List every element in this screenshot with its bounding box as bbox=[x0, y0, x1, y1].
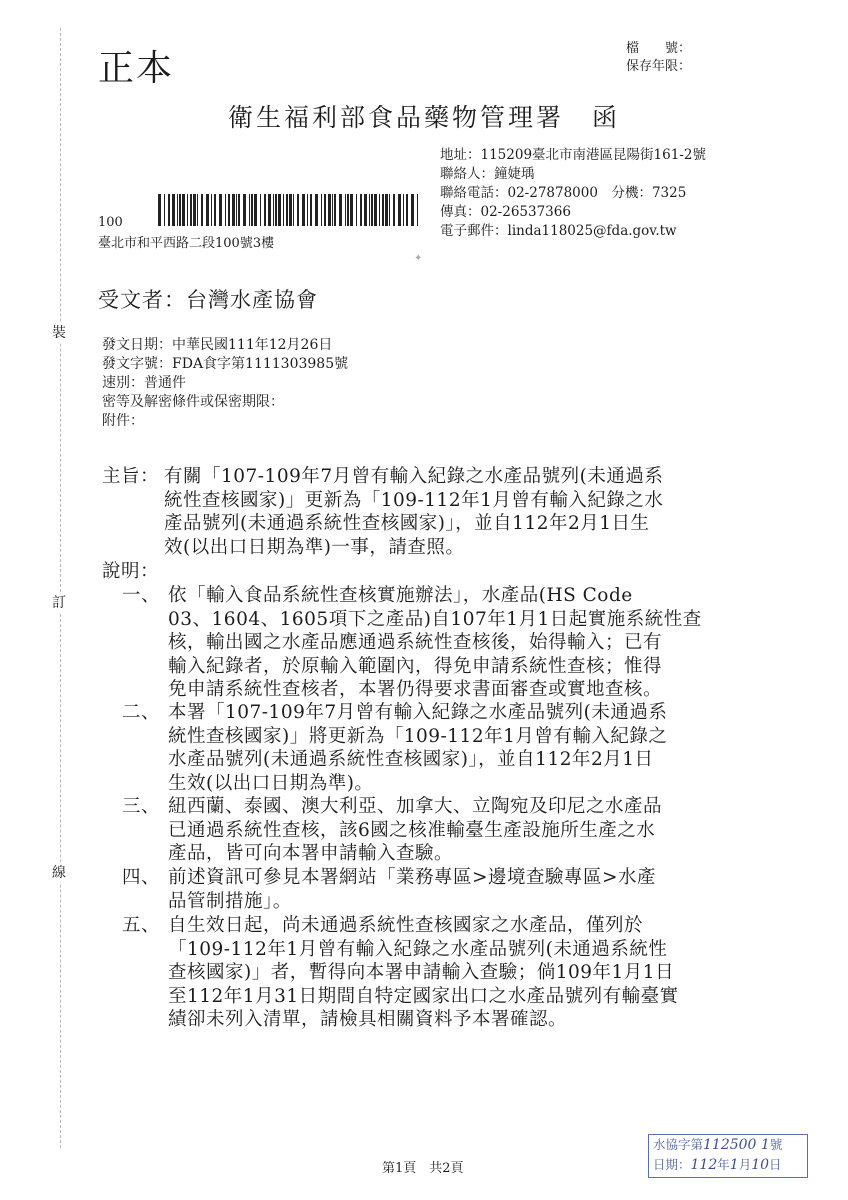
barcode-bar bbox=[302, 194, 305, 226]
contact-fax: 傳真：02-26537366 bbox=[440, 204, 571, 220]
barcode-bar bbox=[260, 194, 261, 226]
barcode-bar bbox=[182, 194, 185, 226]
barcode-bar bbox=[369, 194, 370, 226]
barcode-bar bbox=[193, 194, 196, 226]
postal-code: 100 bbox=[98, 215, 123, 230]
receipt-month: 1 bbox=[729, 1157, 739, 1173]
barcode-bar bbox=[417, 194, 418, 226]
retention-label: 保存年限： bbox=[626, 59, 692, 74]
item-line: 水產品號列(未通過系統性查核國家)」，並自112年2月1日 bbox=[168, 749, 654, 770]
subject-line: 有關「107-109年7月曾有輸入紀錄之水產品號列(未通過系 bbox=[164, 466, 664, 487]
barcode-bar bbox=[345, 194, 346, 226]
barcode-bar bbox=[275, 194, 277, 226]
item-line: 品管制措施」。 bbox=[168, 890, 292, 912]
receipt-day-unit: 日 bbox=[769, 1157, 782, 1172]
item-line: 本署「107-109年7月曾有輸入紀錄之水產品號列(未通過系 bbox=[168, 702, 668, 723]
item-line: 統性查核國家)」將更新為「109-112年1月曾有輸入紀錄之 bbox=[168, 725, 668, 747]
barcode-bar bbox=[179, 194, 181, 226]
barcode-bar bbox=[364, 194, 367, 226]
barcode-bar bbox=[236, 194, 237, 226]
barcode-bar bbox=[206, 194, 209, 226]
barcode-bar bbox=[243, 194, 246, 226]
item-number: 四、 bbox=[122, 867, 161, 888]
barcode-bar bbox=[289, 194, 292, 226]
explanation-item-2 bbox=[168, 701, 667, 795]
barcode-bar bbox=[315, 194, 318, 226]
barcode-bar bbox=[283, 194, 284, 226]
barcode-bar bbox=[393, 194, 395, 226]
item-line: 查核國家)」者，暫得向本署申請輸入查驗；倘109年1月1日 bbox=[168, 962, 675, 983]
barcode-icon bbox=[158, 194, 420, 226]
subject-line: 效(以出口日期為準)一事，請查照。 bbox=[164, 536, 465, 558]
file-info bbox=[626, 40, 691, 76]
barcode-bar bbox=[328, 194, 331, 226]
barcode-bar bbox=[293, 194, 294, 226]
explanation-item-3 bbox=[168, 795, 662, 866]
subject-label: 主旨： bbox=[102, 466, 160, 487]
recipient: 受文者：台灣水產協會 bbox=[98, 288, 318, 312]
item-line: 生效(以出口日期為準)。 bbox=[168, 772, 374, 794]
issue-number: 發文字號：FDA食字第1111303985號 bbox=[102, 356, 349, 372]
barcode-bar bbox=[249, 194, 250, 226]
barcode-bar bbox=[374, 194, 377, 226]
barcode-bar bbox=[164, 194, 165, 226]
receipt-prefix: 水協字第 bbox=[653, 1137, 704, 1152]
barcode-bar bbox=[332, 194, 333, 226]
barcode-bar bbox=[297, 194, 299, 226]
item-number: 二、 bbox=[122, 702, 161, 723]
item-line: 績卻未列入清單，請檢具相關資料予本署確認。 bbox=[168, 1009, 568, 1030]
barcode-bar bbox=[158, 194, 161, 226]
item-line: 核，輸出國之水產品應通過系統性查核後，始得輸入；已有 bbox=[168, 632, 663, 653]
margin-mark-zhuang: 裝 bbox=[52, 322, 66, 342]
barcode-bar bbox=[201, 194, 203, 226]
barcode-bar bbox=[339, 194, 342, 226]
item-number: 三、 bbox=[122, 796, 161, 817]
security-level: 密等及解密條件或保密期限： bbox=[102, 394, 284, 410]
barcode-bar bbox=[177, 194, 178, 226]
barcode-bar bbox=[190, 194, 192, 226]
barcode-bar bbox=[371, 194, 373, 226]
item-line: 輸入紀錄者，於原輸入範圍內，得免申請系統性查核；惟得 bbox=[168, 655, 663, 677]
barcode-bar bbox=[187, 194, 188, 226]
barcode-bar bbox=[334, 194, 336, 226]
copy-label: 正本 bbox=[98, 48, 175, 89]
barcode-bar bbox=[273, 194, 274, 226]
item-line: 「109-112年1月曾有輸入紀錄之水產品號列(未通過系統性 bbox=[168, 938, 668, 960]
barcode-bar bbox=[197, 194, 198, 226]
barcode-bar bbox=[225, 194, 226, 226]
barcode-bar bbox=[214, 194, 216, 226]
barcode-bar bbox=[232, 194, 235, 226]
barcode-bar bbox=[347, 194, 349, 226]
item-line: 免申請系統性查核者，本署仍得要求書面審查或實地查核。 bbox=[168, 679, 663, 700]
binding-line bbox=[60, 28, 61, 1148]
contact-block bbox=[440, 146, 706, 241]
barcode-bar bbox=[324, 194, 326, 226]
barcode-bar bbox=[382, 194, 384, 226]
subject-line: 產品號列(未通過系統性查核國家)」，並自112年2月1日生 bbox=[164, 513, 650, 534]
delivery-speed: 速別：普通件 bbox=[102, 375, 186, 391]
meta-block bbox=[102, 336, 348, 431]
barcode-bar bbox=[385, 194, 388, 226]
barcode-bar bbox=[356, 194, 357, 226]
page-footer: 第1頁 共2頁 bbox=[382, 1161, 464, 1176]
barcode-bar bbox=[310, 194, 312, 226]
barcode-bar bbox=[238, 194, 240, 226]
receipt-date-line bbox=[649, 1155, 807, 1175]
barcode-bar bbox=[219, 194, 222, 226]
contact-phone: 聯絡電話：02-27878000 分機：7325 bbox=[440, 185, 687, 201]
barcode-bar bbox=[168, 194, 170, 226]
barcode-bar bbox=[172, 194, 175, 226]
explanation-item-1 bbox=[168, 584, 702, 702]
mailing-address: 臺北市和平西路二段100號3樓 bbox=[98, 236, 275, 251]
scan-speck: ✦ bbox=[414, 253, 423, 264]
receipt-number: 112500 1 bbox=[703, 1137, 770, 1153]
barcode-bar bbox=[254, 194, 257, 226]
barcode-bar bbox=[268, 194, 271, 226]
barcode-bar bbox=[406, 194, 408, 226]
item-line: 產品，皆可向本署申請輸入查驗。 bbox=[168, 843, 454, 864]
barcode-bar bbox=[379, 194, 380, 226]
margin-mark-xian: 線 bbox=[52, 862, 66, 882]
receipt-stamp bbox=[648, 1134, 808, 1178]
explanation-label: 說明： bbox=[102, 561, 160, 582]
receipt-year-unit: 年 bbox=[717, 1157, 730, 1172]
issue-date: 發文日期：中華民國111年12月26日 bbox=[102, 337, 333, 353]
barcode-bar bbox=[403, 194, 404, 226]
receipt-number-line bbox=[649, 1135, 807, 1155]
barcode-bar bbox=[228, 194, 230, 226]
subject-text bbox=[164, 465, 663, 559]
item-line: 依「輸入食品系統性查核實施辦法」，水產品(HS Code bbox=[168, 585, 633, 606]
item-line: 自生效日起，尚未通過系統性查核國家之水產品，僅列於 bbox=[168, 915, 644, 936]
receipt-suffix: 號 bbox=[769, 1137, 783, 1152]
receipt-date-label: 日期： bbox=[653, 1157, 691, 1172]
barcode-bar bbox=[264, 194, 266, 226]
receipt-month-unit: 月 bbox=[738, 1157, 752, 1172]
barcode-bar bbox=[278, 194, 281, 226]
subject-line: 統性查核國家)」更新為「109-112年1月曾有輸入紀錄之水 bbox=[164, 489, 664, 511]
item-number: 五、 bbox=[122, 915, 161, 936]
agency-title: 衛生福利部食品藥物管理署 函 bbox=[228, 103, 621, 132]
contact-email: 電子郵件：linda118025@fda.gov.tw bbox=[440, 223, 677, 239]
contact-person: 聯絡人：鐘婕瑀 bbox=[440, 166, 535, 182]
item-line: 至112年1月31日期間自特定國家出口之水產品號列有輸臺實 bbox=[168, 985, 679, 1007]
attachments: 附件： bbox=[102, 413, 144, 429]
item-line: 已通過系統性查核，該6國之核准輸臺生產設施所生產之水 bbox=[168, 819, 656, 841]
explanation-item-5 bbox=[168, 914, 679, 1032]
barcode-bar bbox=[360, 194, 362, 226]
item-number: 一、 bbox=[122, 585, 161, 606]
receipt-year: 112 bbox=[690, 1157, 718, 1173]
file-no-label: 檔 號： bbox=[626, 41, 692, 56]
margin-mark-ding: 訂 bbox=[52, 592, 66, 612]
barcode-bar bbox=[211, 194, 212, 226]
item-line: 紐西蘭、泰國、澳大利亞、加拿大、立陶宛及印尼之水產品 bbox=[168, 796, 663, 817]
barcode-bar bbox=[286, 194, 288, 226]
barcode-bar bbox=[411, 194, 414, 226]
barcode-bar bbox=[350, 194, 353, 226]
item-line: 前述資訊可參見本署網站「業務專區>邊境查驗專區>水產 bbox=[168, 867, 657, 888]
contact-address: 地址：115209臺北市南港區昆陽街161-2號 bbox=[440, 147, 706, 163]
explanation-item-4 bbox=[168, 866, 656, 913]
receipt-day: 10 bbox=[751, 1157, 770, 1173]
barcode-bar bbox=[307, 194, 308, 226]
barcode-bar bbox=[251, 194, 253, 226]
barcode-bar bbox=[321, 194, 322, 226]
barcode-bar bbox=[398, 194, 401, 226]
barcode-bar bbox=[389, 194, 390, 226]
item-line: 03、1604、1605項下之產品)自107年1月1日起實施系統性查 bbox=[168, 608, 702, 630]
